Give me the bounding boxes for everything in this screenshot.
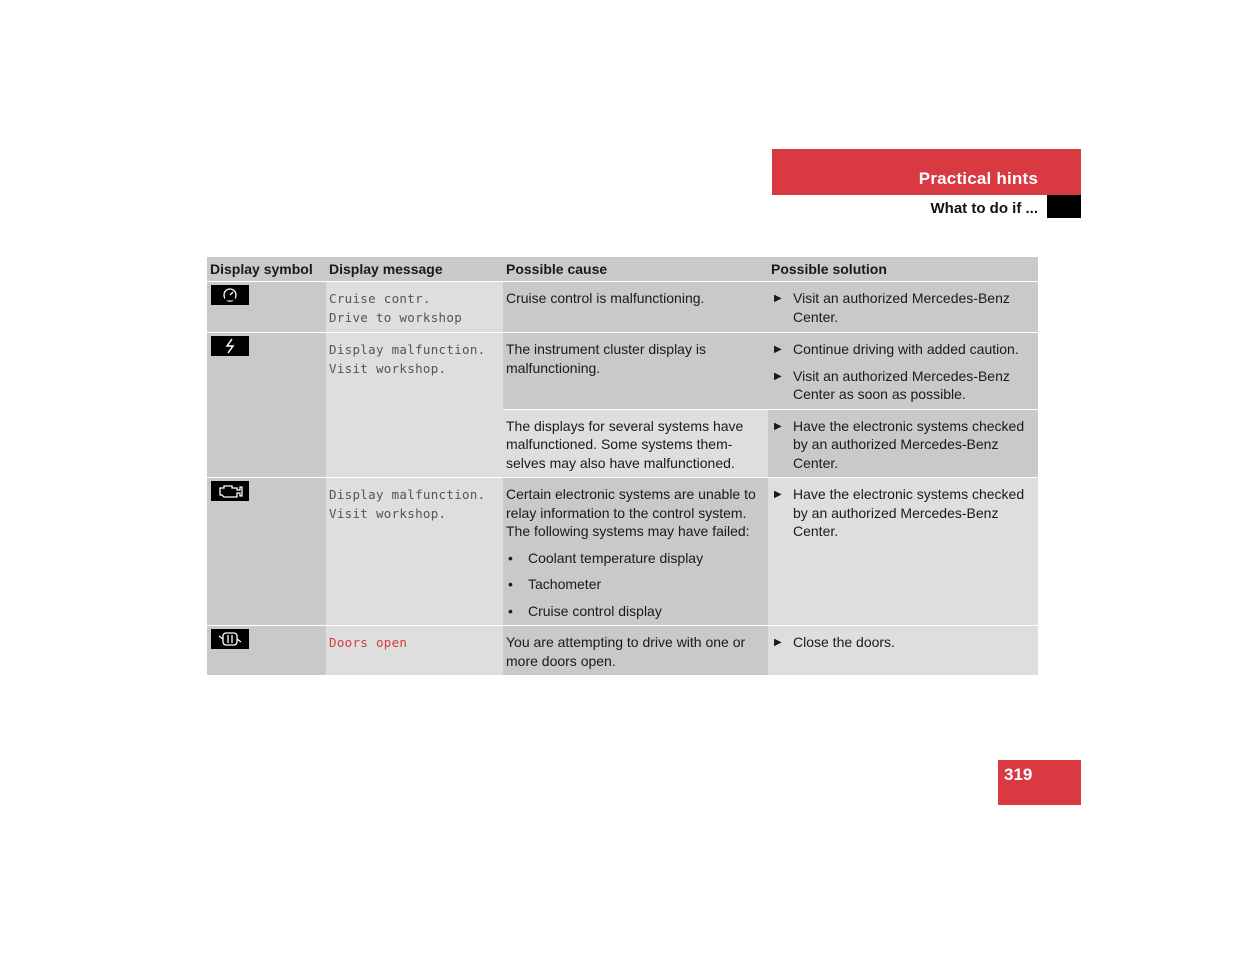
table-row — [207, 478, 1038, 626]
arrow-icon: ▶ — [774, 420, 782, 432]
engine-icon — [211, 481, 249, 501]
solution-cell — [768, 478, 1038, 626]
table-header-row — [207, 257, 1038, 282]
cause-cell: The displays for several systems have malfunctioned. Some systems them-selves may also have malfunctioned. — [503, 409, 768, 478]
symbol-cell — [207, 626, 326, 676]
page-subtitle: What to do if ... — [930, 200, 1038, 217]
symbol-cell — [207, 282, 326, 333]
display-message-line: Drive to workshop — [329, 310, 463, 325]
display-message-line: Display malfunction. — [329, 487, 486, 502]
display-message-line: Cruise contr. — [329, 291, 431, 306]
page-number: 319 — [1004, 765, 1033, 784]
arrow-icon: ▶ — [774, 637, 782, 648]
arrow-icon: ▶ — [774, 370, 782, 382]
section-title: Practical hints — [918, 169, 1038, 188]
solution-text: Have the electronic systems checked by an authorized Mercedes-Benz Center. — [793, 417, 1025, 471]
list-item: Coolant temperature display — [528, 549, 704, 566]
solution-text: Visit an authorized Mercedes-Benz Center as soon as possible. — [793, 367, 1010, 402]
cause-cell: Cruise control is malfunctioning. — [503, 282, 768, 333]
display-message-line: Doors open — [329, 635, 408, 650]
solution-text: Have the electronic systems checked by an authorized Mercedes-Benz Center. — [793, 486, 1025, 539]
table-row — [207, 333, 1038, 410]
symbol-cell — [207, 333, 326, 478]
solution-cell — [768, 626, 1038, 676]
display-message-line: Visit workshop. — [329, 361, 447, 376]
table-row — [207, 282, 1038, 333]
arrow-icon: ▶ — [774, 344, 782, 355]
symbol-cell — [207, 478, 326, 626]
message-cell — [326, 333, 503, 478]
cause-text: Certain electronic systems are unable to relay information to the control system. The following systems may have failed: — [506, 486, 756, 539]
column-header-cause: Possible cause — [503, 257, 768, 282]
doors-open-icon — [211, 629, 249, 649]
section-header-bar — [772, 149, 1081, 195]
table-row — [207, 626, 1038, 676]
cruise-control-icon — [211, 285, 249, 305]
display-message-line: Display malfunction. — [329, 342, 486, 357]
bullet-icon: • — [508, 602, 513, 619]
display-malfunction-icon — [211, 336, 249, 356]
cause-cell: The instrument cluster display is malfunctioning. — [503, 333, 768, 410]
list-item: Cruise control display — [528, 602, 662, 619]
display-message-line: Visit workshop. — [329, 506, 447, 521]
column-header-message: Display message — [326, 257, 503, 282]
cause-cell: You are attempting to drive with one or more doors open. — [503, 626, 768, 676]
section-marker — [1047, 195, 1081, 218]
list-item: Tachometer — [528, 576, 602, 592]
solution-cell — [768, 282, 1038, 333]
column-header-symbol: Display symbol — [207, 257, 326, 282]
solution-text: Continue driving with added caution. — [793, 341, 1019, 357]
message-cell — [326, 478, 503, 626]
troubleshooting-table — [207, 257, 1038, 675]
arrow-icon: ▶ — [774, 293, 782, 304]
page-number-badge — [998, 760, 1081, 805]
solution-cell — [768, 333, 1038, 410]
arrow-icon: ▶ — [774, 489, 782, 500]
solution-text: Close the doors. — [793, 634, 895, 650]
solution-cell — [768, 409, 1038, 478]
column-header-solution: Possible solution — [768, 257, 1038, 282]
message-cell — [326, 282, 503, 333]
message-cell — [326, 626, 503, 676]
bullet-icon: • — [508, 576, 513, 592]
solution-text: Visit an authorized Mercedes-Benz Center. — [793, 290, 1010, 325]
bullet-icon: • — [508, 549, 513, 566]
cause-cell — [503, 478, 768, 626]
